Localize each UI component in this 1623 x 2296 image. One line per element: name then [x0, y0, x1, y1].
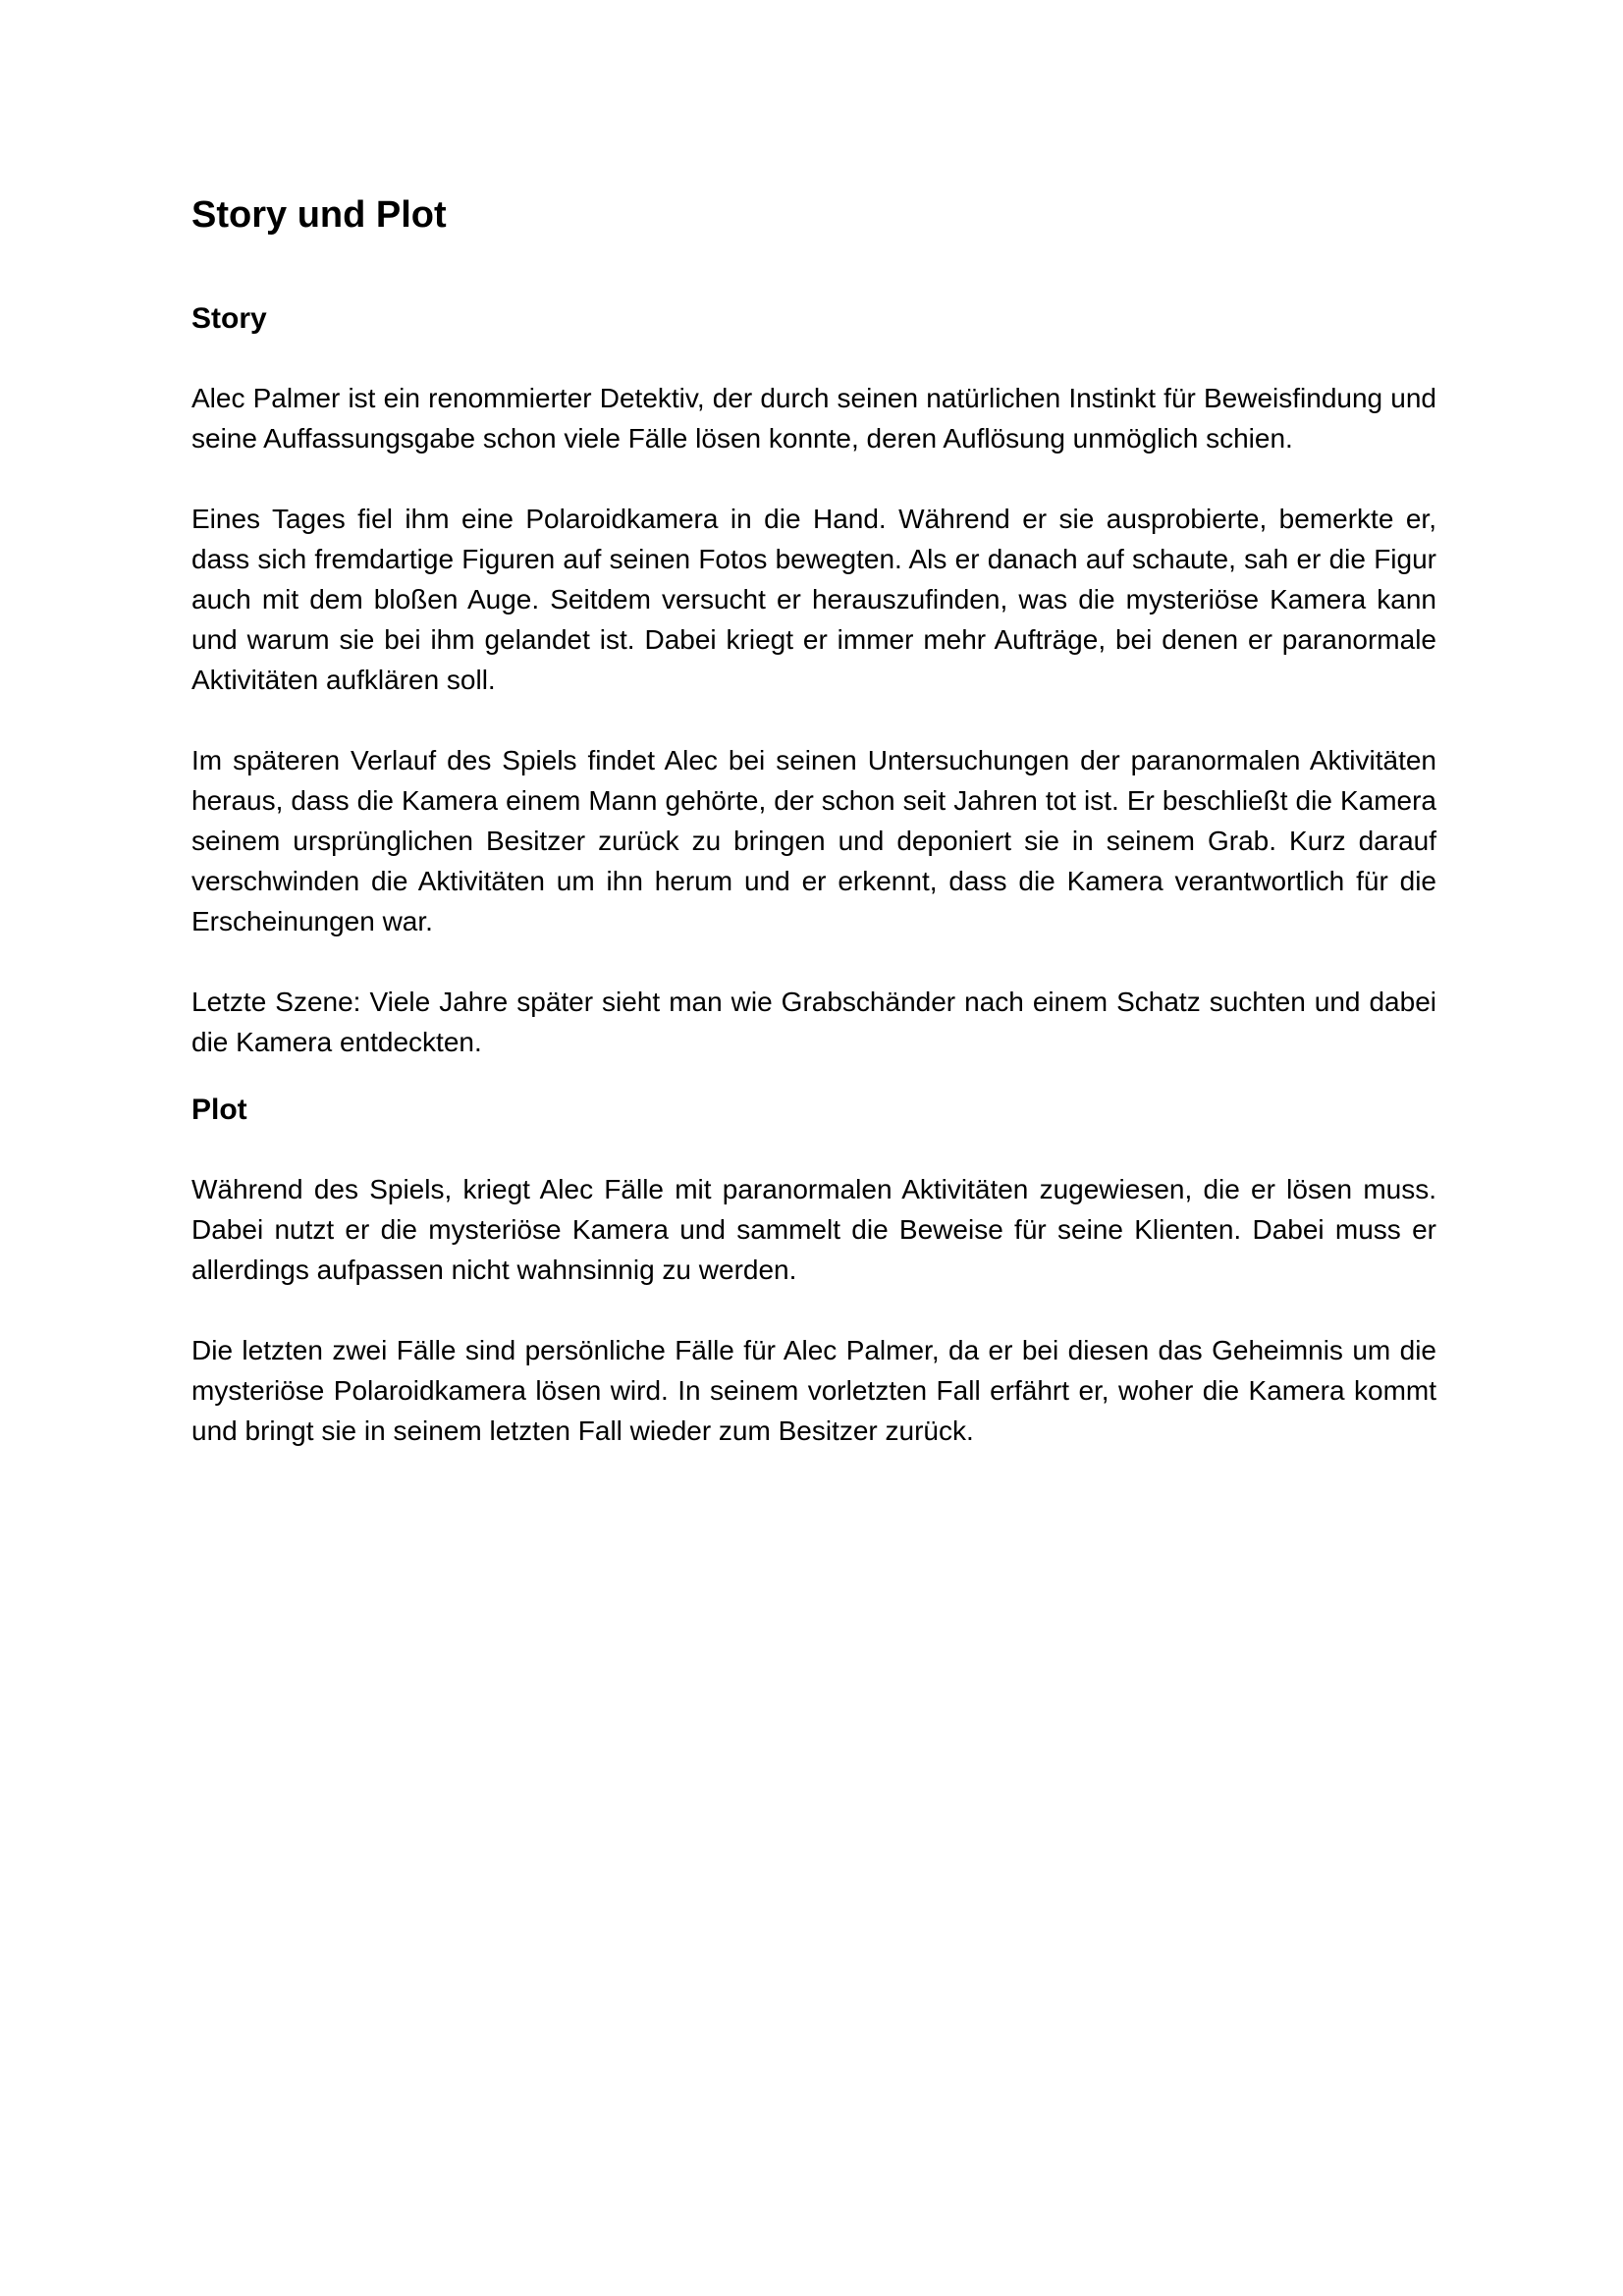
document-title: Story und Plot	[191, 194, 447, 236]
paragraph-story-intro: Alec Palmer ist ein renommierter Detektiv, der durch seinen natürlichen Instinkt für Beweisfindung und seine Auffassungsgabe schon viele Fälle lösen konnte, deren Auflösung unmöglich schien.	[191, 383, 1436, 454]
paragraph-plot-gameplay: Während des Spiels, kriegt Alec Fälle mit paranormalen Aktivitäten zugewiesen, die er lösen muss. Dabei nutzt er die mysteriöse Kamera und sammelt die Beweise für seine Klienten. Dabei muss er allerdings aufpassen nicht wahnsinnig zu werden.	[191, 1174, 1436, 1285]
section-story	[191, 300, 1436, 1062]
paragraph-story-camera-discovery: Eines Tages fiel ihm eine Polaroidkamera in die Hand. Während er sie ausprobierte, bemerkte er, dass sich fremdartige Figuren auf seinen Fotos bewegten. Als er danach auf schaute, sah er die Figur auch mit dem bloßen Auge. Seitdem versucht er herauszufinden, was die mysteriöse Kamera kann und warum sie bei ihm gelandet ist. Dabei kriegt er immer mehr Aufträge, bei denen er paranormale Aktivitäten aufklären soll.	[191, 504, 1436, 695]
section-plot	[191, 1092, 1436, 1451]
section-heading-story: Story	[191, 302, 267, 335]
paragraph-story-last-scene: Letzte Szene: Viele Jahre später sieht man wie Grabschänder nach einem Schatz suchten und dabei die Kamera entdeckten.	[191, 987, 1436, 1057]
paragraph-story-resolution: Im späteren Verlauf des Spiels findet Alec bei seinen Untersuchungen der paranormalen Aktivitäten heraus, dass die Kamera einem Mann gehörte, der schon seit Jahren tot ist. Er beschließt die Kamera seinem ursprünglichen Besitzer zurück zu bringen und deponiert sie in seinem Grab. Kurz darauf verschwinden die Aktivitäten um ihn herum und er erkennt, dass die Kamera verantwortlich für die Erscheinungen war.	[191, 745, 1436, 936]
paragraph-plot-final-cases: Die letzten zwei Fälle sind persönliche Fälle für Alec Palmer, da er bei diesen das Geheimnis um die mysteriöse Polaroidkamera lösen wird. In seinem vorletzten Fall erfährt er, woher die Kamera kommt und bringt sie in seinem letzten Fall wieder zum Besitzer zurück.	[191, 1335, 1436, 1446]
section-heading-plot: Plot	[191, 1094, 247, 1126]
